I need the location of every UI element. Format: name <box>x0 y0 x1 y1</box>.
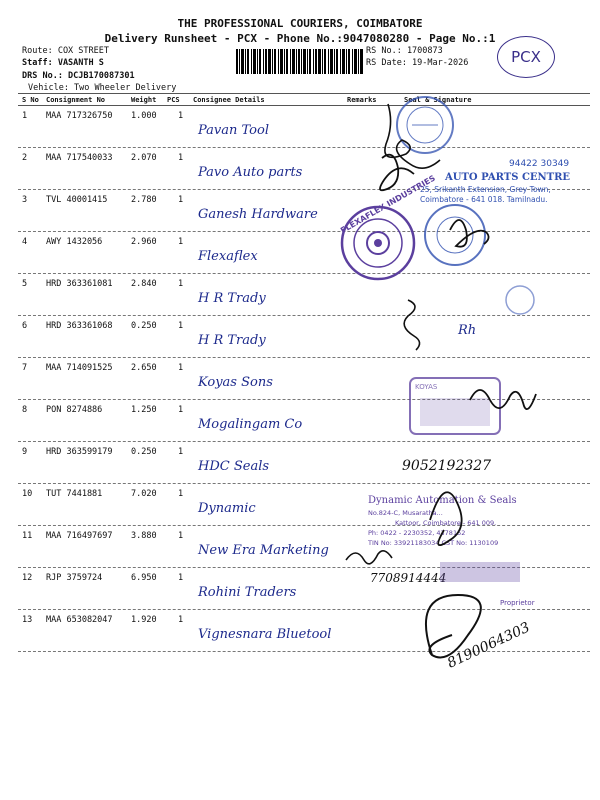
row-pcs: 1 <box>178 531 184 541</box>
row-consignee-signature: Pavo Auto parts <box>198 165 303 180</box>
row-consignment-no: RJP 3759724 <box>46 573 103 583</box>
koyas-text: KOYAS <box>415 383 438 391</box>
col-remarks: Remarks <box>347 96 377 104</box>
signature-row6-initials: Rh <box>458 323 477 338</box>
proprietor-label: Proprietor <box>500 599 535 607</box>
col-weight: Weight <box>131 96 157 104</box>
rs-number: RS No.: 1700873 <box>366 46 443 56</box>
row-sno: 11 <box>22 531 33 541</box>
row-weight: 2.780 <box>131 195 157 205</box>
dynamic-address-1: No.824-C, Musaratha... <box>368 509 443 517</box>
row-consignee-signature: HDC Seals <box>198 459 270 474</box>
row-sno: 4 <box>22 237 28 247</box>
dynamic-stamp <box>367 495 517 547</box>
row-consignee-signature: Rohini Traders <box>198 585 297 600</box>
row-pcs: 1 <box>178 279 184 289</box>
row-consignment-no: HRD 363361068 <box>46 321 113 331</box>
row-pcs: 1 <box>178 363 184 373</box>
row-consignee-signature: New Era Marketing <box>198 543 329 558</box>
row-consignment-no: MAA 717540033 <box>46 153 113 163</box>
vehicle-label: Vehicle: Two Wheeler Delivery <box>28 83 177 93</box>
dynamic-address-2: Kattoor, Coimbatore - 641 009. <box>395 519 497 527</box>
row-pcs: 1 <box>178 615 184 625</box>
row-consignment-no: MAA 714091525 <box>46 363 113 373</box>
dynamic-phone: Ph: 0422 - 2230352, 4378152 <box>368 529 466 537</box>
auto-parts-phone: 94422 30349 <box>509 159 570 169</box>
row-sno: 5 <box>22 279 28 289</box>
ink-blot <box>440 562 520 582</box>
koyas-stamp <box>410 378 500 434</box>
row-pcs: 1 <box>178 195 184 205</box>
signature-row11 <box>346 551 392 564</box>
runsheet-subtitle: Delivery Runsheet - PCX - Phone No.:9047080280 - Page No.:1 <box>104 32 496 45</box>
tools-stamp <box>397 97 453 153</box>
written-phone-2: 7708914444 <box>370 571 447 585</box>
row-consignment-no: PON 8274886 <box>46 405 103 415</box>
row-sno: 8 <box>22 405 28 415</box>
row-pcs: 1 <box>178 447 184 457</box>
row-weight: 2.070 <box>131 153 157 163</box>
row-sno: 7 <box>22 363 28 373</box>
row-consignment-no: HRD 363599179 <box>46 447 113 457</box>
row-sno: 12 <box>22 573 33 583</box>
auto-parts-stamp <box>420 159 570 204</box>
row-consignee-signature: Mogalingam Co <box>198 417 303 432</box>
row-weight: 2.960 <box>131 237 157 247</box>
row-weight: 2.840 <box>131 279 157 289</box>
row-sno: 2 <box>22 153 28 163</box>
row-consignment-no: AWY 1432056 <box>46 237 103 247</box>
row-sno: 1 <box>22 111 28 121</box>
row-consignee-signature: H R Trady <box>198 291 266 306</box>
written-phone-3: 8190064303 <box>444 619 533 672</box>
drs-number: DRS No.: DCJB170087301 <box>22 71 135 81</box>
row-consignment-no: MAA 717326750 <box>46 111 113 121</box>
row-sno: 9 <box>22 447 28 457</box>
col-seal-signature: Seal & Signature <box>404 96 472 104</box>
row-consignment-no: HRD 363361081 <box>46 279 113 289</box>
signature-row1 <box>385 104 440 168</box>
col-pcs: PCS <box>167 96 180 104</box>
row-consignee-signature: Dynamic <box>198 501 256 516</box>
row-pcs: 1 <box>178 111 184 121</box>
auto-parts-address-1: 25, Srikanth Extension, Grey Town, <box>420 185 551 194</box>
signature-row6 <box>404 300 419 350</box>
row-sno: 13 <box>22 615 33 625</box>
runsheet-title: THE PROFESSIONAL COURIERS, COIMBATORE <box>177 17 423 30</box>
row-consignment-no: MAA 716497697 <box>46 531 113 541</box>
row-weight: 2.650 <box>131 363 157 373</box>
signature-row2 <box>380 155 414 191</box>
row-pcs: 1 <box>178 237 184 247</box>
row-consignee-signature: H R Trady <box>198 333 266 348</box>
row-consignment-no: TVL 40001415 <box>46 195 108 205</box>
row-pcs: 1 <box>178 573 184 583</box>
row-pcs: 1 <box>178 153 184 163</box>
row-consignment-no: TUT 7441881 <box>46 489 103 499</box>
row-consignment-no: MAA 653082047 <box>46 615 113 625</box>
staff-label: Staff: VASANTH S <box>22 58 104 68</box>
industries-stamp <box>425 205 485 265</box>
auto-parts-name: AUTO PARTS CENTRE <box>445 172 571 183</box>
row-weight: 1.000 <box>131 111 157 121</box>
row-weight: 1.920 <box>131 615 157 625</box>
rs-date: RS Date: 19-Mar-2026 <box>366 58 469 68</box>
written-phone-1: 9052192327 <box>402 458 492 474</box>
row-weight: 1.250 <box>131 405 157 415</box>
row-consignee-signature: Ganesh Hardware <box>198 207 318 222</box>
row-weight: 6.950 <box>131 573 157 583</box>
row-consignee-signature: Vignesnara Bluetool <box>198 627 332 642</box>
row-pcs: 1 <box>178 321 184 331</box>
row5-stamp <box>506 286 534 314</box>
dynamic-name: Dynamic Automation & Seals <box>368 495 517 506</box>
row-sno: 3 <box>22 195 28 205</box>
col-consignee: Consignee Details <box>193 96 265 104</box>
auto-parts-address-2: Coimbatore - 641 018. Tamilnadu. <box>420 195 548 204</box>
row-pcs: 1 <box>178 405 184 415</box>
flexaflex-text: FLEXAFLEX INDUSTRIES <box>338 173 437 236</box>
row-consignee-signature: Koyas Sons <box>198 375 273 390</box>
row-consignee-signature: Pavan Tool <box>198 123 269 138</box>
row-weight: 0.250 <box>131 321 157 331</box>
row-weight: 7.020 <box>131 489 157 499</box>
row-weight: 3.880 <box>131 531 157 541</box>
route-label: Route: COX STREET <box>22 46 109 56</box>
dynamic-tin: TIN No: 33921183034 CST No: 1130109 <box>368 539 499 547</box>
col-consignment: Consignment No <box>46 96 106 104</box>
row-consignee-signature: Flexaflex <box>198 249 258 264</box>
row-sno: 10 <box>22 489 33 499</box>
row-sno: 6 <box>22 321 28 331</box>
row-weight: 0.250 <box>131 447 157 457</box>
row-pcs: 1 <box>178 489 184 499</box>
col-sno: S No <box>22 96 39 104</box>
pcx-badge: PCX <box>497 36 555 78</box>
